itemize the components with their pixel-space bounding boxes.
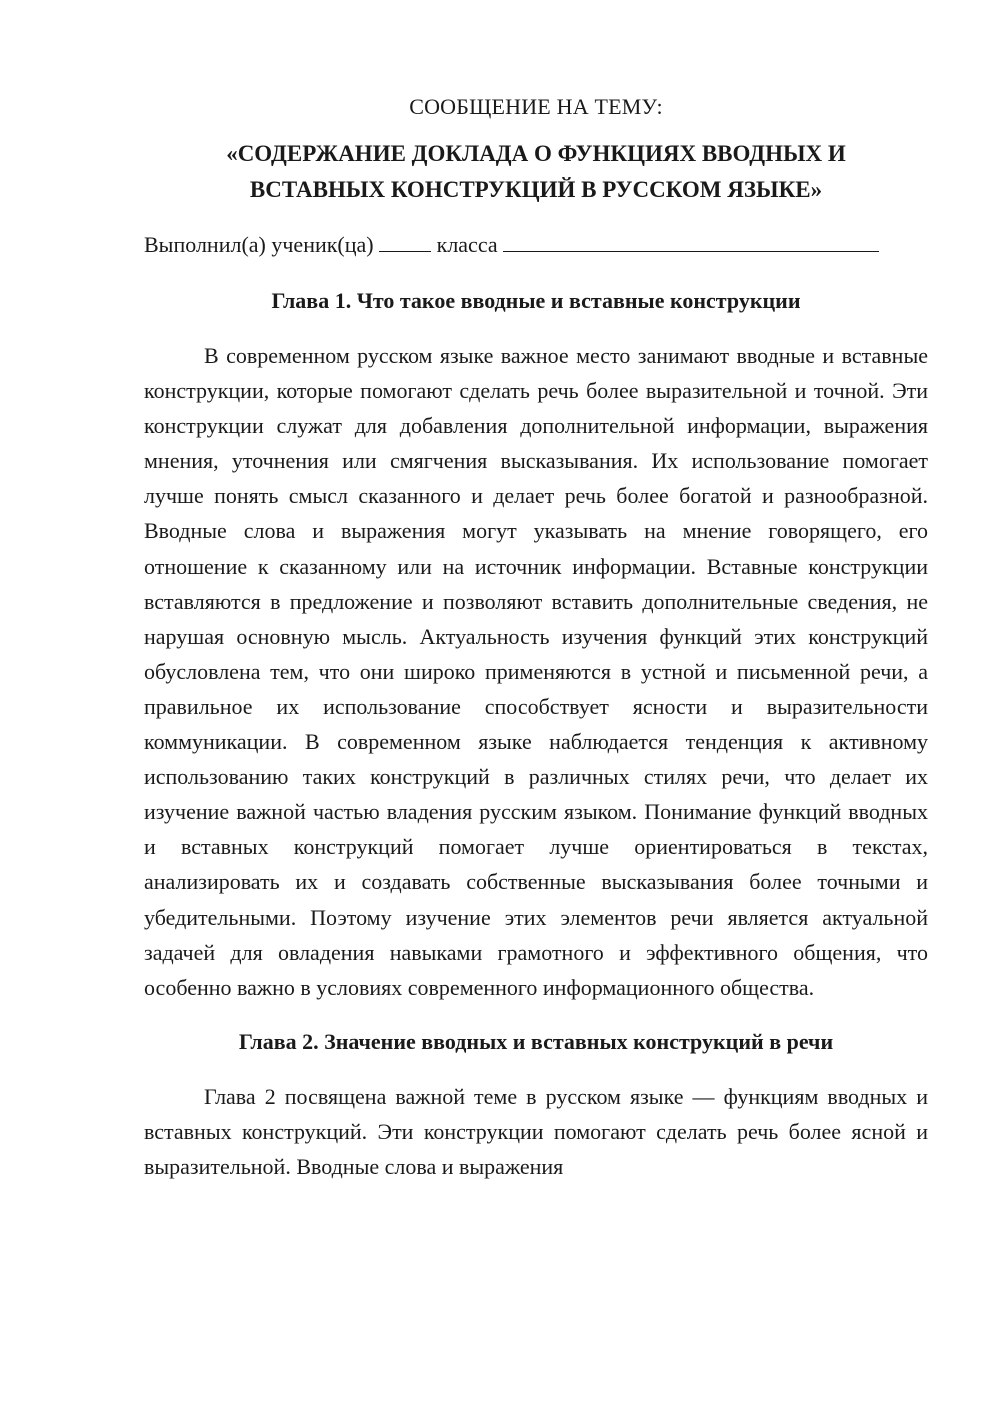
chapter-2-heading: Глава 2. Значение вводных и вставных конструкций в речи bbox=[238, 1028, 834, 1054]
grade-blank[interactable] bbox=[379, 231, 431, 252]
document-title-line-2: ВСТАВНЫХ КОНСТРУКЦИЙ В РУССКОМ ЯЗЫКЕ» bbox=[249, 177, 823, 202]
section-gap bbox=[144, 1005, 928, 1027]
author-prefix: Выполнил(а) ученик(ца) bbox=[144, 232, 374, 257]
author-middle: класса bbox=[436, 232, 498, 257]
author-line bbox=[144, 230, 928, 260]
name-blank[interactable] bbox=[503, 231, 879, 252]
document-page bbox=[144, 92, 928, 1184]
chapter-1-paragraph: В современном русском языке важное место занимают вводные и вставные конструкции, которые помогают сделать речь более выразительной и точной. Эти конструкции служат для добавления дополнительной информации, выражения мнения, уточнения или смягчения высказывания. Их использование помогает лучше понять смысл сказанного и делает речь более богатой и разнообразной. Вводные слова и выражения могут указывать на мнение говорящего, его отношение к сказанному или на источник информации. Вставные конструкции вставляются в предложение и позволяют вставить дополнительные сведения, не нарушая основную мысль. Актуальность изучения функций этих конструкций обусловлена тем, что они широко применяются в устной и письменной речи, а правильное их использование способствует ясности и выразительности коммуникации. В современном языке наблюдается тенденция к активному использованию таких конструкций в различных стилях речи, что делает их изучение важной частью владения русским языком. Понимание функций вводных и вставных конструкций помогает лучше ориентироваться в текстах, анализировать их и создавать собственные высказывания более точными и убедительными. Поэтому изучение этих элементов речи является актуальной задачей для овладения навыками грамотного и эффективного общения, что особенно важно в условиях современного информационного общества. bbox=[144, 343, 928, 1000]
document-subject: СООБЩЕНИЕ НА ТЕМУ: bbox=[409, 94, 663, 119]
document-title bbox=[144, 136, 928, 208]
chapter-1-heading: Глава 1. Что такое вводные и вставные конструкции bbox=[271, 288, 801, 313]
chapter-2-paragraph: Глава 2 посвящена важной теме в русском языке — функциям вводных и вставных конструкций. Эти конструкции помогают сделать речь более ясной и выразительной. Вводные слова и выражения bbox=[144, 1083, 928, 1179]
document-title-line-1: «СОДЕРЖАНИЕ ДОКЛАДА О ФУНКЦИЯХ ВВОДНЫХ И bbox=[226, 141, 846, 166]
